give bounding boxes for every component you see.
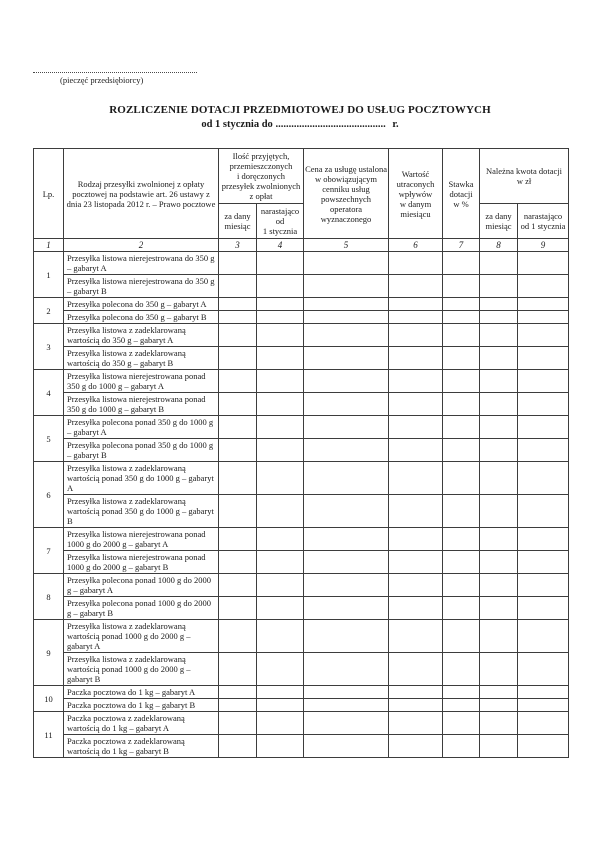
- row-number: 8: [34, 574, 64, 620]
- stamp-dotted-line: [33, 66, 197, 73]
- col-header-price: Cena za usługę ustalona w obowiązującym cenniku usług powszechnych operatora wyznaczonego: [304, 149, 389, 239]
- table-row: [34, 686, 569, 699]
- value-cell: [389, 252, 443, 275]
- row-number: 11: [34, 712, 64, 758]
- value-cell: [257, 370, 304, 393]
- table-row: [34, 653, 569, 686]
- table-row: [34, 370, 569, 393]
- value-cell: [443, 393, 480, 416]
- value-cell: [518, 620, 569, 653]
- value-cell: [257, 462, 304, 495]
- value-cell: [219, 370, 257, 393]
- mail-type-cell: Paczka pocztowa do 1 kg – gabaryt B: [64, 699, 219, 712]
- table-row: [34, 311, 569, 324]
- value-cell: [304, 528, 389, 551]
- table-row: [34, 324, 569, 347]
- mail-type-cell: Przesyłka listowa nierejestrowana do 350 g – gabaryt A: [64, 252, 219, 275]
- value-cell: [480, 597, 518, 620]
- value-cell: [304, 439, 389, 462]
- row-number: 5: [34, 416, 64, 462]
- col-header-amount-month: za dany miesiąc: [480, 204, 518, 239]
- table-row: [34, 275, 569, 298]
- value-cell: [257, 252, 304, 275]
- value-cell: [257, 439, 304, 462]
- value-cell: [304, 735, 389, 758]
- value-cell: [389, 275, 443, 298]
- mail-type-cell: Przesyłka listowa z zadeklarowaną wartością ponad 350 g do 1000 g – gabaryt B: [64, 495, 219, 528]
- value-cell: [304, 311, 389, 324]
- value-cell: [389, 699, 443, 712]
- value-cell: [304, 416, 389, 439]
- value-cell: [480, 252, 518, 275]
- column-number: 6: [389, 239, 443, 252]
- column-number: 4: [257, 239, 304, 252]
- table-row: [34, 551, 569, 574]
- value-cell: [389, 528, 443, 551]
- value-cell: [304, 686, 389, 699]
- mail-type-cell: Przesyłka listowa z zadeklarowaną wartością ponad 350 g do 1000 g – gabaryt A: [64, 462, 219, 495]
- table-row: [34, 574, 569, 597]
- mail-type-cell: Przesyłka polecona do 350 g – gabaryt B: [64, 311, 219, 324]
- value-cell: [219, 620, 257, 653]
- value-cell: [219, 551, 257, 574]
- value-cell: [219, 416, 257, 439]
- document-subtitle: [0, 118, 600, 131]
- col-header-quantity-group: Ilość przyjętych, przemieszczonych i doręczonych przesyłek zwolnionych z opłat: [219, 149, 304, 204]
- table-row: [34, 495, 569, 528]
- value-cell: [518, 324, 569, 347]
- value-cell: [304, 370, 389, 393]
- value-cell: [443, 712, 480, 735]
- value-cell: [443, 686, 480, 699]
- table-row: [34, 712, 569, 735]
- value-cell: [480, 620, 518, 653]
- value-cell: [443, 620, 480, 653]
- value-cell: [219, 462, 257, 495]
- row-number: 10: [34, 686, 64, 712]
- value-cell: [219, 347, 257, 370]
- value-cell: [480, 699, 518, 712]
- value-cell: [389, 298, 443, 311]
- column-number: 9: [518, 239, 569, 252]
- value-cell: [443, 495, 480, 528]
- mail-type-cell: Paczka pocztowa z zadeklarowaną wartością do 1 kg – gabaryt B: [64, 735, 219, 758]
- value-cell: [389, 324, 443, 347]
- value-cell: [304, 699, 389, 712]
- value-cell: [389, 686, 443, 699]
- value-cell: [389, 597, 443, 620]
- value-cell: [518, 699, 569, 712]
- value-cell: [518, 393, 569, 416]
- value-cell: [389, 416, 443, 439]
- value-cell: [304, 324, 389, 347]
- table-row: [34, 347, 569, 370]
- value-cell: [518, 653, 569, 686]
- row-number: 6: [34, 462, 64, 528]
- value-cell: [219, 324, 257, 347]
- value-cell: [480, 347, 518, 370]
- value-cell: [389, 439, 443, 462]
- column-number: 2: [64, 239, 219, 252]
- stamp-caption: (pieczęć przedsiębiorcy): [60, 75, 144, 85]
- value-cell: [219, 495, 257, 528]
- subtitle-prefix: od 1 stycznia do: [201, 119, 273, 130]
- value-cell: [480, 686, 518, 699]
- value-cell: [257, 712, 304, 735]
- value-cell: [443, 347, 480, 370]
- value-cell: [443, 298, 480, 311]
- value-cell: [518, 574, 569, 597]
- table-row: [34, 462, 569, 495]
- value-cell: [257, 597, 304, 620]
- value-cell: [443, 370, 480, 393]
- value-cell: [304, 653, 389, 686]
- col-header-amount-cumulative: narastająco od 1 stycznia: [518, 204, 569, 239]
- table-row: [34, 393, 569, 416]
- value-cell: [480, 528, 518, 551]
- value-cell: [304, 298, 389, 311]
- col-header-lp: Lp.: [34, 149, 64, 239]
- column-number: 8: [480, 239, 518, 252]
- value-cell: [219, 528, 257, 551]
- table-row: [34, 252, 569, 275]
- value-cell: [480, 311, 518, 324]
- col-header-subsidy-rate: Stawka dotacji w %: [443, 149, 480, 239]
- table-row: [34, 597, 569, 620]
- mail-type-cell: Przesyłka listowa z zadeklarowaną wartością ponad 1000 g do 2000 g – gabaryt A: [64, 620, 219, 653]
- value-cell: [257, 416, 304, 439]
- mail-type-cell: Przesyłka listowa nierejestrowana ponad 350 g do 1000 g – gabaryt A: [64, 370, 219, 393]
- value-cell: [304, 574, 389, 597]
- value-cell: [257, 574, 304, 597]
- value-cell: [389, 347, 443, 370]
- value-cell: [389, 311, 443, 324]
- value-cell: [518, 686, 569, 699]
- mail-type-cell: Przesyłka listowa z zadeklarowaną wartością do 350 g – gabaryt B: [64, 347, 219, 370]
- mail-type-cell: Paczka pocztowa z zadeklarowaną wartością do 1 kg – gabaryt A: [64, 712, 219, 735]
- value-cell: [443, 528, 480, 551]
- value-cell: [389, 393, 443, 416]
- value-cell: [480, 416, 518, 439]
- col-header-mail-type: Rodzaj przesyłki zwolnionej z opłaty pocztowej na podstawie art. 26 ustawy z dnia 23 listopada 2012 r. – Prawo pocztowe: [64, 149, 219, 239]
- row-number: 9: [34, 620, 64, 686]
- value-cell: [219, 574, 257, 597]
- stamp-block: [33, 66, 203, 85]
- value-cell: [480, 275, 518, 298]
- value-cell: [219, 393, 257, 416]
- value-cell: [518, 551, 569, 574]
- value-cell: [480, 712, 518, 735]
- subtitle-suffix: r.: [392, 119, 399, 130]
- value-cell: [219, 298, 257, 311]
- value-cell: [257, 311, 304, 324]
- mail-type-cell: Przesyłka listowa nierejestrowana ponad 350 g do 1000 g – gabaryt B: [64, 393, 219, 416]
- mail-type-cell: Paczka pocztowa do 1 kg – gabaryt A: [64, 686, 219, 699]
- value-cell: [518, 252, 569, 275]
- column-number: 1: [34, 239, 64, 252]
- row-number: 2: [34, 298, 64, 324]
- value-cell: [257, 735, 304, 758]
- value-cell: [389, 620, 443, 653]
- value-cell: [389, 574, 443, 597]
- value-cell: [518, 311, 569, 324]
- col-header-lost-revenue: Wartość utraconych wpływów w danym miesiącu: [389, 149, 443, 239]
- value-cell: [480, 370, 518, 393]
- value-cell: [389, 370, 443, 393]
- value-cell: [480, 298, 518, 311]
- row-number: 3: [34, 324, 64, 370]
- value-cell: [389, 551, 443, 574]
- value-cell: [389, 653, 443, 686]
- value-cell: [443, 735, 480, 758]
- value-cell: [304, 620, 389, 653]
- value-cell: [257, 275, 304, 298]
- value-cell: [257, 528, 304, 551]
- value-cell: [518, 462, 569, 495]
- value-cell: [443, 653, 480, 686]
- row-number: 4: [34, 370, 64, 416]
- value-cell: [518, 712, 569, 735]
- table-row: [34, 620, 569, 653]
- value-cell: [304, 252, 389, 275]
- mail-type-cell: Przesyłka listowa nierejestrowana do 350 g – gabaryt B: [64, 275, 219, 298]
- value-cell: [518, 370, 569, 393]
- value-cell: [518, 347, 569, 370]
- col-header-quantity-month: za dany miesiąc: [219, 204, 257, 239]
- column-number: 3: [219, 239, 257, 252]
- subtitle-dotted-blank: ..........................................: [275, 119, 386, 130]
- value-cell: [257, 686, 304, 699]
- column-number: 7: [443, 239, 480, 252]
- mail-type-cell: Przesyłka polecona do 350 g – gabaryt A: [64, 298, 219, 311]
- value-cell: [257, 620, 304, 653]
- value-cell: [518, 528, 569, 551]
- value-cell: [304, 712, 389, 735]
- value-cell: [219, 735, 257, 758]
- mail-type-cell: Przesyłka listowa nierejestrowana ponad 1000 g do 2000 g – gabaryt A: [64, 528, 219, 551]
- value-cell: [518, 416, 569, 439]
- value-cell: [304, 275, 389, 298]
- value-cell: [257, 298, 304, 311]
- mail-type-cell: Przesyłka listowa nierejestrowana ponad 1000 g do 2000 g – gabaryt B: [64, 551, 219, 574]
- mail-type-cell: Przesyłka polecona ponad 1000 g do 2000 g – gabaryt B: [64, 597, 219, 620]
- col-header-subsidy-amount-group: Należna kwota dotacji w zł: [480, 149, 569, 204]
- table-body: [34, 252, 569, 758]
- column-number-row: [34, 239, 569, 252]
- value-cell: [219, 686, 257, 699]
- value-cell: [219, 252, 257, 275]
- mail-type-cell: Przesyłka polecona ponad 1000 g do 2000 g – gabaryt A: [64, 574, 219, 597]
- value-cell: [480, 439, 518, 462]
- value-cell: [480, 324, 518, 347]
- value-cell: [304, 347, 389, 370]
- value-cell: [518, 735, 569, 758]
- header-row-groups: [34, 149, 569, 204]
- value-cell: [304, 393, 389, 416]
- table-row: [34, 699, 569, 712]
- value-cell: [257, 347, 304, 370]
- value-cell: [443, 574, 480, 597]
- value-cell: [304, 495, 389, 528]
- value-cell: [219, 275, 257, 298]
- document-title: ROZLICZENIE DOTACJI PRZEDMIOTOWEJ DO USŁUG POCZTOWYCH: [109, 104, 491, 116]
- value-cell: [219, 597, 257, 620]
- row-number: 1: [34, 252, 64, 298]
- value-cell: [389, 735, 443, 758]
- value-cell: [304, 462, 389, 495]
- value-cell: [443, 311, 480, 324]
- value-cell: [443, 462, 480, 495]
- subsidy-settlement-table: [33, 148, 569, 758]
- value-cell: [257, 699, 304, 712]
- value-cell: [480, 393, 518, 416]
- value-cell: [518, 439, 569, 462]
- value-cell: [443, 252, 480, 275]
- value-cell: [219, 439, 257, 462]
- value-cell: [518, 495, 569, 528]
- value-cell: [389, 462, 443, 495]
- col-header-quantity-cumulative: narastająco od 1 stycznia: [257, 204, 304, 239]
- value-cell: [443, 551, 480, 574]
- value-cell: [257, 393, 304, 416]
- row-number: 7: [34, 528, 64, 574]
- table-row: [34, 416, 569, 439]
- value-cell: [443, 439, 480, 462]
- mail-type-cell: Przesyłka listowa z zadeklarowaną wartością ponad 1000 g do 2000 g – gabaryt B: [64, 653, 219, 686]
- value-cell: [443, 324, 480, 347]
- value-cell: [304, 597, 389, 620]
- value-cell: [518, 298, 569, 311]
- value-cell: [443, 597, 480, 620]
- mail-type-cell: Przesyłka polecona ponad 350 g do 1000 g – gabaryt A: [64, 416, 219, 439]
- value-cell: [480, 574, 518, 597]
- value-cell: [219, 712, 257, 735]
- value-cell: [389, 495, 443, 528]
- value-cell: [219, 653, 257, 686]
- table-row: [34, 439, 569, 462]
- value-cell: [480, 551, 518, 574]
- value-cell: [518, 275, 569, 298]
- value-cell: [480, 653, 518, 686]
- value-cell: [443, 275, 480, 298]
- value-cell: [443, 416, 480, 439]
- table-row: [34, 298, 569, 311]
- value-cell: [257, 551, 304, 574]
- mail-type-cell: Przesyłka listowa z zadeklarowaną wartością do 350 g – gabaryt A: [64, 324, 219, 347]
- value-cell: [389, 712, 443, 735]
- mail-type-cell: Przesyłka polecona ponad 350 g do 1000 g – gabaryt B: [64, 439, 219, 462]
- value-cell: [219, 699, 257, 712]
- value-cell: [219, 311, 257, 324]
- column-number: 5: [304, 239, 389, 252]
- table-row: [34, 528, 569, 551]
- table-row: [34, 735, 569, 758]
- value-cell: [518, 597, 569, 620]
- value-cell: [257, 324, 304, 347]
- value-cell: [480, 462, 518, 495]
- value-cell: [443, 699, 480, 712]
- value-cell: [480, 495, 518, 528]
- value-cell: [257, 495, 304, 528]
- value-cell: [257, 653, 304, 686]
- value-cell: [304, 551, 389, 574]
- value-cell: [480, 735, 518, 758]
